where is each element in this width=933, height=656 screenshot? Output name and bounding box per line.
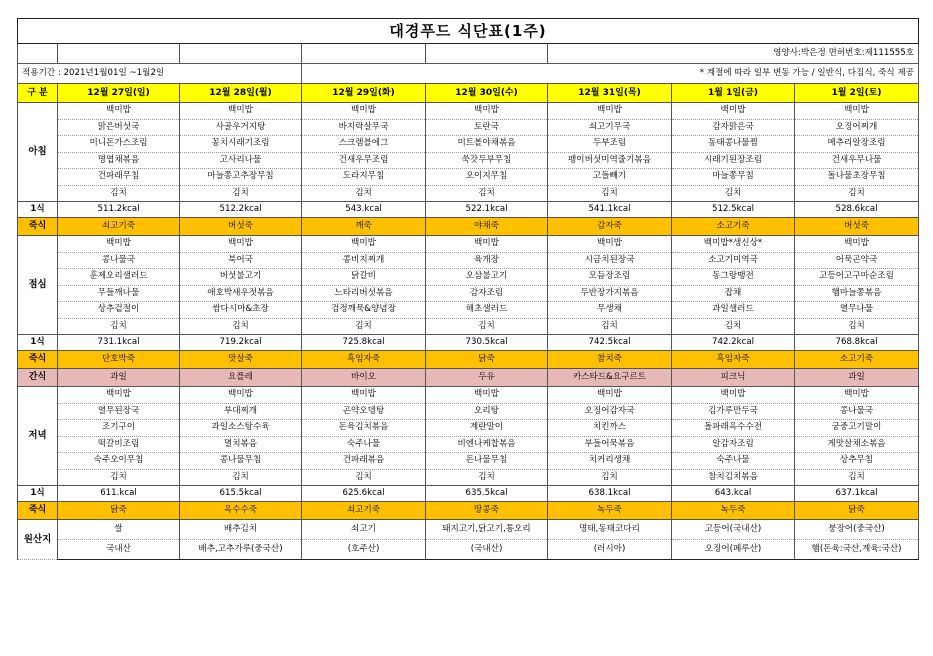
origin-cell: 명태,동태코다리 [548,520,672,540]
breakfast-row [18,119,919,136]
dinner-dish-cell: 오리탕 [426,403,548,420]
lunch-porridge-cell: 닭죽 [426,351,548,369]
dinner-dish-cell: 곤약오뎅탕 [302,403,426,420]
dinner-dish-cell: 김치 [302,469,426,486]
breakfast-dish-cell: 김치 [426,185,548,202]
header-day-6: 1월 1일(금) [672,84,795,103]
lunch-row [18,318,919,335]
breakfast-dish-cell: 맑은버섯국 [58,119,180,136]
breakfast-dish-cell: 김치 [795,185,919,202]
snack-cell: 피크닉 [672,369,795,387]
lunch-kcal-row [18,335,919,351]
lunch-row [18,252,919,269]
breakfast-kcal-cell: 522.1kcal [426,202,548,218]
dinner-porridge-cell: 땅콩죽 [426,502,548,520]
lunch-dish-cell: 시금치된장국 [548,252,672,269]
breakfast-porridge-cell: 버섯죽 [180,218,302,236]
dinner-dish-cell: 백미밥 [672,387,795,404]
dinner-row [18,436,919,453]
dinner-dish-cell: 조기구이 [58,420,180,437]
breakfast-dish-cell: 백미밥 [58,103,180,120]
lunch-dish-cell: 백미밥 [795,236,919,253]
breakfast-dish-cell: 스크램블에그 [302,136,426,153]
lunch-dish-cell: 잡채 [672,285,795,302]
dinner-dish-cell: 과일소스탕수육 [180,420,302,437]
dinner-dish-cell: 돈육김치볶음 [302,420,426,437]
breakfast-dish-cell: 쑥갓두부무침 [426,152,548,169]
lunch-dish-cell: 열무나물 [795,302,919,319]
lunch-dish-cell: 쌈다시마&초장 [180,302,302,319]
breakfast-dish-cell: 미트볼야채볶음 [426,136,548,153]
lunch-dish-cell: 백미밥 [302,236,426,253]
dietitian-info: 영양사:박은정 면허번호:제111555호 [548,44,919,64]
header-day-4: 12월 30일(수) [426,84,548,103]
breakfast-dish-cell: 김치 [302,185,426,202]
lunch-dish-cell: 훈제오리샐러드 [58,269,180,286]
breakfast-dish-cell: 명엽채볶음 [58,152,180,169]
dinner-kcal-row [18,486,919,502]
breakfast-kcal-cell: 543.kcal [302,202,426,218]
breakfast-dish-cell: 오이지무침 [426,169,548,186]
dinner-kcal-cell: 635.5kcal [426,486,548,502]
lunch-dish-cell: 두반장가지볶음 [548,285,672,302]
header-day-2: 12월 28일(월) [180,84,302,103]
dinner-dish-cell: 백미밥 [58,387,180,404]
lunch-row [18,236,919,253]
breakfast-porridge-cell: 감자죽 [548,218,672,236]
origin-cell: 쌀 [58,520,180,540]
breakfast-porridge-cell: 야채죽 [426,218,548,236]
lunch-porridge-cell: 흑임자죽 [672,351,795,369]
lunch-porridge-cell: 단호박죽 [58,351,180,369]
dinner-dish-cell: 부대찌개 [180,403,302,420]
dinner-dish-cell: 숙주오이무침 [58,453,180,470]
lunch-kcal-cell: 742.2kcal [672,335,795,351]
dinner-dish-cell: 참치김치볶음 [672,469,795,486]
breakfast-dish-cell: 오징어찌개 [795,119,919,136]
dinner-dish-cell: 숙주나물 [672,453,795,470]
origin-cell: 오징어(페루산) [672,540,795,560]
menu-sheet [17,18,918,638]
lunch-dish-cell: 버섯불고기 [180,269,302,286]
origin-cell: 붕장어(중국산) [795,520,919,540]
breakfast-kcal-cell: 512.2kcal [180,202,302,218]
breakfast-porridge-row [18,218,919,236]
lunch-dish-cell: 감자조림 [426,285,548,302]
breakfast-porridge-cell: 소고기죽 [672,218,795,236]
lunch-dish-cell: 김치 [548,318,672,335]
dinner-dish-cell: 백미밥 [180,387,302,404]
breakfast-dish-cell: 토란국 [426,119,548,136]
dinner-dish-cell: 열무된장국 [58,403,180,420]
lunch-dish-cell: 무들깨나물 [58,285,180,302]
breakfast-dish-cell: 백미밥 [672,103,795,120]
breakfast-dish-cell: 백미밥 [426,103,548,120]
lunch-kcal-cell: 731.1kcal [58,335,180,351]
dinner-dish-cell: 백미밥 [548,387,672,404]
breakfast-dish-cell: 백미밥 [180,103,302,120]
info-blank-cell [426,44,548,64]
breakfast-dish-cell: 마늘쫑무침 [672,169,795,186]
lunch-dish-cell: 어묵곤약국 [795,252,919,269]
page-title: 대경푸드 식단표(1주) [18,19,919,44]
breakfast-porridge-cell: 버섯죽 [795,218,919,236]
snack-cell: 과일 [58,369,180,387]
lunch-dish-cell: 오삼불고기 [426,269,548,286]
dinner-kcal-cell: 611.kcal [58,486,180,502]
kcal-label: 1식 [18,486,58,502]
breakfast-dish-cell: 돌나물초장무침 [795,169,919,186]
breakfast-dish-cell: 두부조림 [548,136,672,153]
dinner-dish-cell: 숙주나물 [302,436,426,453]
dinner-row [18,453,919,470]
dinner-dish-cell: 부들어묵볶음 [548,436,672,453]
breakfast-dish-cell: 김치 [672,185,795,202]
breakfast-dish-cell: 백미밥 [548,103,672,120]
breakfast-dish-cell: 쇠고기무국 [548,119,672,136]
porridge-label: 죽식 [18,218,58,236]
origin-cell: 배추김치 [180,520,302,540]
lunch-dish-cell: 애호박새우젓볶음 [180,285,302,302]
info-blank-cell [302,44,426,64]
dinner-dish-cell: 궁중고기말이 [795,420,919,437]
lunch-dish-cell: 백미밥 [426,236,548,253]
breakfast-row [18,185,919,202]
breakfast-dish-cell: 건새우무조림 [302,152,426,169]
dinner-porridge-cell: 녹두죽 [548,502,672,520]
snack-cell: 카스타드&요구르트 [548,369,672,387]
info-blank-cell [18,44,58,64]
breakfast-dish-cell: 바지락살무국 [302,119,426,136]
dinner-dish-cell: 오징어감자국 [548,403,672,420]
lunch-dish-cell: 백미밥 [58,236,180,253]
lunch-kcal-cell: 719.2kcal [180,335,302,351]
breakfast-dish-cell: 김치 [58,185,180,202]
breakfast-dish-cell: 김치 [548,185,672,202]
snack-cell: 과일 [795,369,919,387]
lunch-dish-cell: 햄마늘쫑볶음 [795,285,919,302]
breakfast-dish-cell: 동태콩나물찜 [672,136,795,153]
lunch-kcal-cell: 768.8kcal [795,335,919,351]
lunch-dish-cell: 김치 [58,318,180,335]
breakfast-label: 아침 [18,103,58,202]
kcal-label: 1식 [18,335,58,351]
lunch-dish-cell: 검정깨묵&양념장 [302,302,426,319]
dinner-dish-cell: 돌파래옥수수전 [672,420,795,437]
lunch-porridge-cell: 맛살죽 [180,351,302,369]
lunch-dish-cell: 무생채 [548,302,672,319]
breakfast-dish-cell: 시래기된장조림 [672,152,795,169]
breakfast-kcal-cell: 511.2kcal [58,202,180,218]
period-info: 적용기간 : 2021년1월01일 ~1월2일 [18,64,302,84]
breakfast-dish-cell: 마늘쫑고추장무침 [180,169,302,186]
dinner-dish-cell: 백미밥 [302,387,426,404]
dinner-kcal-cell: 638.1kcal [548,486,672,502]
origin-cell: 돼지고기,닭고기,통오리 [426,520,548,540]
dinner-porridge-cell: 닭죽 [795,502,919,520]
lunch-dish-cell: 모듬장조림 [548,269,672,286]
lunch-dish-cell: 상추겉절이 [58,302,180,319]
origin-cell: (러시아) [548,540,672,560]
header-category: 구 분 [18,84,58,103]
notice-info: * 계절에 따라 일부 변동 가능 / 일반식, 다짐식, 죽식 제공 [302,64,919,84]
lunch-dish-cell: 백미밥*생신상* [672,236,795,253]
dinner-label: 저녁 [18,387,58,486]
breakfast-dish-cell: 백미밥 [795,103,919,120]
snack-label: 간식 [18,369,58,387]
origin-label: 원산지 [18,520,58,560]
dinner-row [18,403,919,420]
lunch-dish-cell: 해초샐러드 [426,302,548,319]
origin-cell: 국내산 [58,540,180,560]
dinner-row [18,420,919,437]
origin-row [18,520,919,540]
breakfast-dish-cell: 건새우무나물 [795,152,919,169]
dinner-row [18,387,919,404]
menu-table [17,18,919,560]
lunch-dish-cell: 느타리버섯볶음 [302,285,426,302]
dinner-porridge-cell: 쇠고기죽 [302,502,426,520]
lunch-porridge-cell: 참치죽 [548,351,672,369]
dinner-dish-cell: 건파래볶음 [302,453,426,470]
breakfast-kcal-cell: 528.6kcal [795,202,919,218]
breakfast-row [18,103,919,120]
lunch-kcal-cell: 742.5kcal [548,335,672,351]
lunch-dish-cell: 닭갈비 [302,269,426,286]
dinner-dish-cell: 김치 [548,469,672,486]
origin-row [18,540,919,560]
lunch-dish-cell: 김치 [795,318,919,335]
breakfast-dish-cell: 백미밥 [302,103,426,120]
breakfast-kcal-cell: 512.5kcal [672,202,795,218]
breakfast-dish-cell: 사골우거지탕 [180,119,302,136]
lunch-dish-cell: 북어국 [180,252,302,269]
dinner-row [18,469,919,486]
breakfast-dish-cell: 도라지무침 [302,169,426,186]
dinner-porridge-cell: 녹두죽 [672,502,795,520]
lunch-label: 점심 [18,236,58,335]
lunch-row [18,302,919,319]
lunch-dish-cell: 김치 [426,318,548,335]
lunch-porridge-cell: 소고기죽 [795,351,919,369]
lunch-dish-cell: 고등어고구마순조림 [795,269,919,286]
breakfast-dish-cell: 감자맑은국 [672,119,795,136]
dinner-kcal-cell: 643.kcal [672,486,795,502]
breakfast-dish-cell: 메추리알장조림 [795,136,919,153]
dinner-kcal-cell: 637.1kcal [795,486,919,502]
dinner-dish-cell: 김치 [58,469,180,486]
porridge-label: 죽식 [18,502,58,520]
origin-cell: 고등어(국내산) [672,520,795,540]
dinner-dish-cell: 김가루만두국 [672,403,795,420]
lunch-dish-cell: 백미밥 [548,236,672,253]
lunch-dish-cell: 동그랑땡전 [672,269,795,286]
breakfast-porridge-cell: 쇠고기죽 [58,218,180,236]
dinner-porridge-cell: 옥수수죽 [180,502,302,520]
dinner-dish-cell: 떡갈비조림 [58,436,180,453]
lunch-dish-cell: 육개장 [426,252,548,269]
dinner-dish-cell: 백미밥 [795,387,919,404]
dinner-kcal-cell: 625.6kcal [302,486,426,502]
origin-cell: 배추,고추가루(중국산) [180,540,302,560]
dinner-dish-cell: 백미밥 [426,387,548,404]
origin-cell: (호주산) [302,540,426,560]
dinner-dish-cell: 콩나물국 [795,403,919,420]
lunch-dish-cell: 백미밥 [180,236,302,253]
breakfast-kcal-cell: 541.1kcal [548,202,672,218]
dinner-dish-cell: 비엔나케찹볶음 [426,436,548,453]
dinner-dish-cell: 김치 [795,469,919,486]
breakfast-dish-cell: 김치 [180,185,302,202]
dinner-dish-cell: 김치 [426,469,548,486]
breakfast-dish-cell: 고들빼기 [548,169,672,186]
dinner-porridge-cell: 닭죽 [58,502,180,520]
origin-cell: 쇠고기 [302,520,426,540]
lunch-kcal-cell: 725.8kcal [302,335,426,351]
dinner-dish-cell: 상추무침 [795,453,919,470]
info-blank-cell [180,44,302,64]
dinner-dish-cell: 알감자조림 [672,436,795,453]
dinner-dish-cell: 치킨까스 [548,420,672,437]
dinner-kcal-cell: 615.5kcal [180,486,302,502]
header-day-3: 12월 29일(화) [302,84,426,103]
breakfast-porridge-cell: 깨죽 [302,218,426,236]
lunch-dish-cell: 소고기미역국 [672,252,795,269]
snack-cell: 바이오 [302,369,426,387]
dinner-dish-cell: 계란말이 [426,420,548,437]
kcal-label: 1식 [18,202,58,218]
lunch-porridge-cell: 흑임자죽 [302,351,426,369]
breakfast-dish-cell: 건파래무침 [58,169,180,186]
dinner-dish-cell: 김치 [180,469,302,486]
info-blank-cell [58,44,180,64]
snack-cell: 요플레 [180,369,302,387]
dinner-dish-cell: 게맛살채소볶음 [795,436,919,453]
header-day-7: 1월 2일(토) [795,84,919,103]
lunch-dish-cell: 콩나물국 [58,252,180,269]
origin-cell: 햄(돈육:국산,계육:국산) [795,540,919,560]
dinner-porridge-row [18,502,919,520]
porridge-label: 죽식 [18,351,58,369]
breakfast-row [18,169,919,186]
lunch-kcal-cell: 730.5kcal [426,335,548,351]
snack-row [18,369,919,387]
breakfast-row [18,136,919,153]
dinner-dish-cell: 멸치볶음 [180,436,302,453]
dinner-dish-cell: 돈나물무침 [426,453,548,470]
lunch-dish-cell: 김치 [672,318,795,335]
lunch-dish-cell: 김치 [180,318,302,335]
breakfast-dish-cell: 고사리나물 [180,152,302,169]
lunch-porridge-row [18,351,919,369]
lunch-row [18,285,919,302]
lunch-dish-cell: 김치 [302,318,426,335]
origin-cell: (국내산) [426,540,548,560]
breakfast-dish-cell: 꽁치시래기조림 [180,136,302,153]
header-day-1: 12월 27일(일) [58,84,180,103]
dinner-dish-cell: 콩나물무침 [180,453,302,470]
header-day-5: 12월 31일(목) [548,84,672,103]
breakfast-dish-cell: 미니돈가스조림 [58,136,180,153]
snack-cell: 두유 [426,369,548,387]
lunch-row [18,269,919,286]
breakfast-dish-cell: 팽이버섯미역줄기볶음 [548,152,672,169]
lunch-dish-cell: 과일샐러드 [672,302,795,319]
breakfast-kcal-row [18,202,919,218]
lunch-dish-cell: 콩비지찌개 [302,252,426,269]
dinner-dish-cell: 치커리생채 [548,453,672,470]
breakfast-row [18,152,919,169]
